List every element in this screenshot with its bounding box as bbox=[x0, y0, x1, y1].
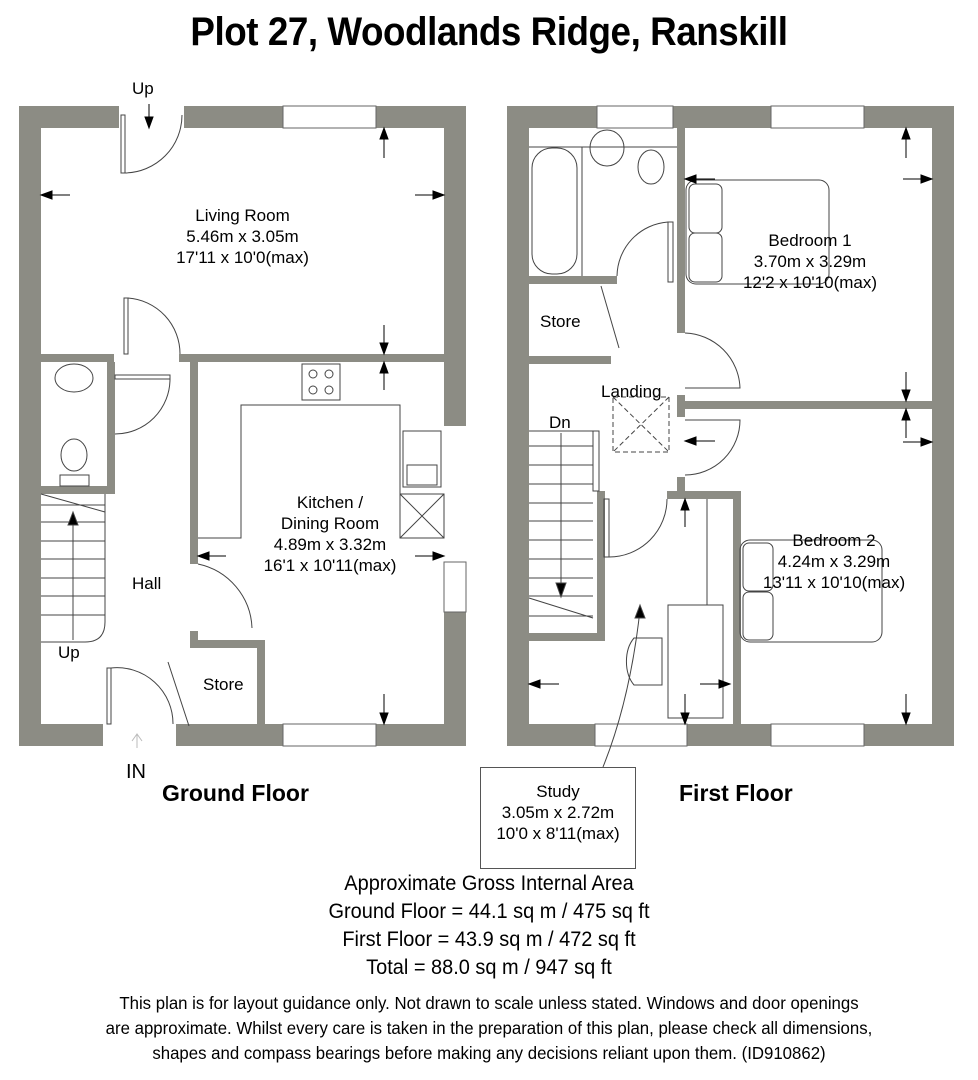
plan-title: Plot 27, Woodlands Ridge, Ranskill bbox=[190, 10, 788, 54]
room-name: Study bbox=[536, 782, 580, 801]
room-store-ground: Store bbox=[203, 675, 244, 694]
room-bedroom-2 bbox=[734, 530, 934, 593]
stairs-up-label: Up bbox=[58, 643, 80, 662]
stairs-down-label: Dn bbox=[549, 413, 571, 432]
entrance-label: IN bbox=[126, 761, 146, 783]
area-heading: Approximate Gross Internal Area bbox=[344, 872, 634, 895]
room-living-room bbox=[150, 205, 335, 268]
first-floor-label: First Floor bbox=[679, 780, 793, 806]
room-name-line1: Kitchen / bbox=[296, 493, 364, 512]
room-hall: Hall bbox=[132, 574, 162, 593]
area-total: Total = 88.0 sq m / 947 sq ft bbox=[366, 956, 612, 979]
disclaimer-line: This plan is for layout guidance only. Not drawn to scale unless stated. Windows and door openings bbox=[119, 993, 859, 1013]
room-name: Bedroom 2 bbox=[792, 531, 876, 550]
area-summary bbox=[24, 870, 953, 982]
windows bbox=[283, 106, 864, 746]
room-bedroom-1 bbox=[710, 230, 910, 293]
room-metric: 4.89m x 3.32m bbox=[273, 535, 387, 554]
first-floor-walls bbox=[507, 106, 954, 746]
disclaimer bbox=[20, 991, 959, 1066]
room-name: Living Room bbox=[195, 206, 290, 225]
room-metric: 3.05m x 2.72m bbox=[501, 803, 615, 822]
study-callout-box bbox=[480, 767, 636, 869]
ground-floor-walls bbox=[19, 106, 466, 746]
room-imperial: 13'11 x 10'10(max) bbox=[762, 573, 906, 592]
disclaimer-line: are approximate. Whilst every care is taken in the preparation of this plan, please check all dimensions, bbox=[105, 1018, 873, 1038]
stairs-up-top-label: Up bbox=[132, 79, 154, 98]
room-metric: 4.24m x 3.29m bbox=[777, 552, 891, 571]
area-ground: Ground Floor = 44.1 sq m / 475 sq ft bbox=[328, 900, 650, 923]
room-imperial: 17'11 x 10'0(max) bbox=[176, 248, 309, 267]
room-landing: Landing bbox=[601, 382, 662, 401]
ground-floor-label: Ground Floor bbox=[162, 780, 309, 806]
room-metric: 3.70m x 3.29m bbox=[753, 252, 867, 271]
room-imperial: 10'0 x 8'11(max) bbox=[496, 824, 620, 843]
disclaimer-line: shapes and compass bearings before making any decisions reliant upon them. (ID910862) bbox=[152, 1043, 826, 1063]
room-store-first: Store bbox=[540, 312, 581, 331]
dimension-arrows bbox=[41, 104, 932, 724]
room-imperial: 12'2 x 10'10(max) bbox=[742, 273, 878, 292]
room-name: Bedroom 1 bbox=[768, 231, 852, 250]
room-study bbox=[481, 781, 635, 844]
room-kitchen-dining bbox=[230, 492, 430, 576]
room-metric: 5.46m x 3.05m bbox=[186, 227, 299, 246]
area-first: First Floor = 43.9 sq m / 472 sq ft bbox=[342, 928, 636, 951]
room-name-line2: Dining Room bbox=[280, 514, 380, 533]
room-imperial: 16'1 x 10'11(max) bbox=[263, 556, 397, 575]
